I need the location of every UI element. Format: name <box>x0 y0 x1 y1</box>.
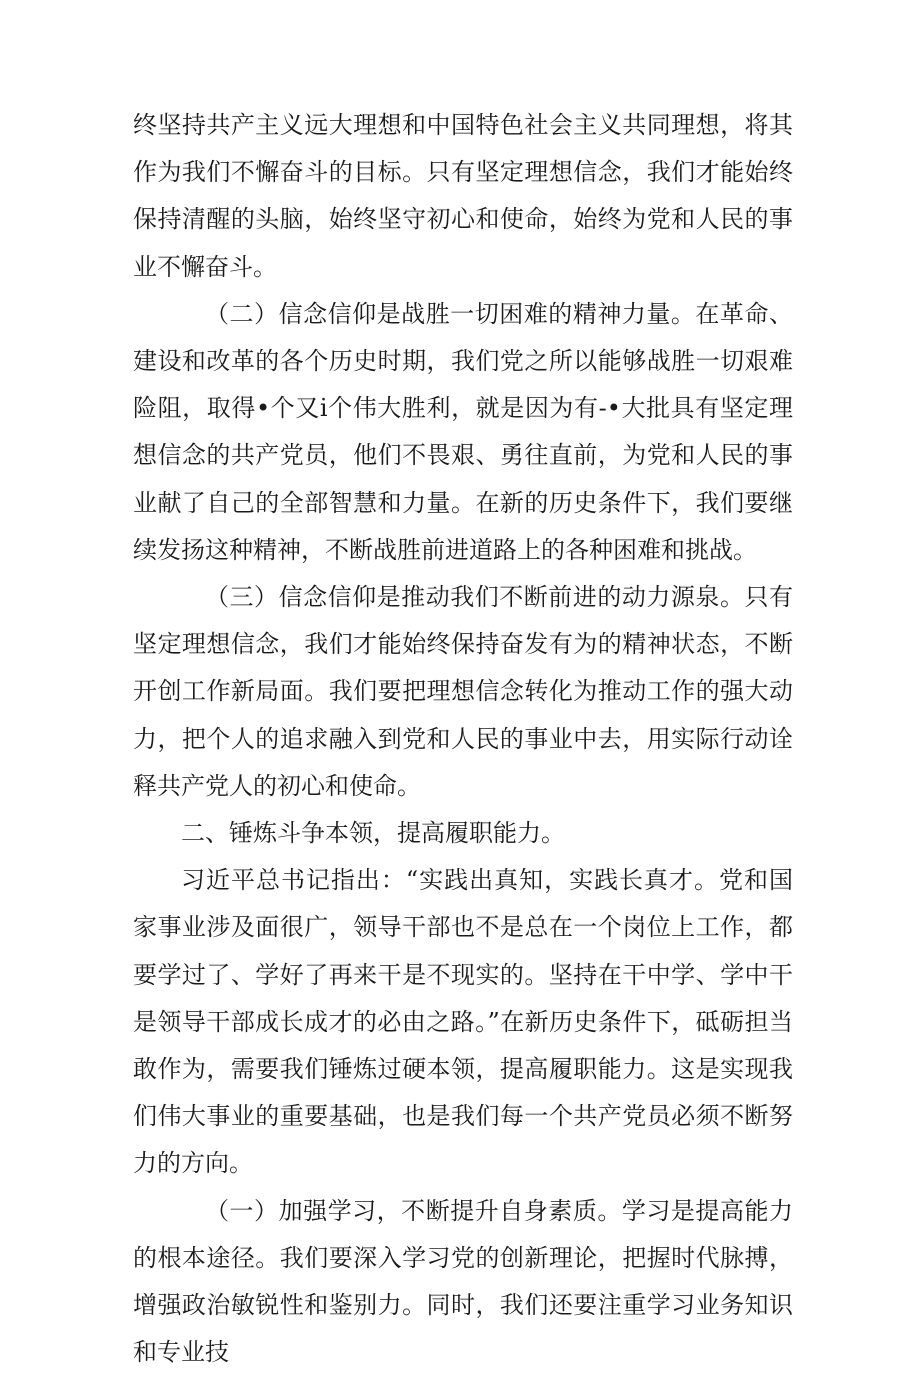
document-page <box>133 102 793 1376</box>
heading-part-two: 二、锤炼斗争本领，提高履职能力。 <box>181 819 565 848</box>
paragraph-section-3: （三）信念信仰是推动我们不断前进的动力源泉。只有坚定理想信念，我们才能始终保持奋发有为的精神状态，不断开创工作新局面。我们要把理想信念转化为推动工作的强大动力，把个人的追求融入到党和人民的事业中去，用实际行动诠释共产党人的初心和使命。 <box>133 583 793 800</box>
paragraph-quote: 习近平总书记指出：“实践出真知，实践长真才。党和国家事业涉及面很广，领导干部也不是总在一个岗位上工作，都要学过了、学好了再来干是不现实的。坚持在干中学、学中干是领导干部成长成才的必由之路。”在新历史条件下，砥砺担当敢作为，需要我们锤炼过硬本领，提高履职能力。这是实现我们伟大事业的重要基础，也是我们每一个共产党员必须不断努力的方向。 <box>133 866 793 1178</box>
paragraph-continuation: 终坚持共产主义远大理想和中国特色社会主义共同理想，将其作为我们不懈奋斗的目标。只有坚定理想信念，我们才能始终保持清醒的头脑，始终坚守初心和使命，始终为党和人民的事业不懈奋斗。 <box>133 111 793 281</box>
paragraph-section-2: （二）信念信仰是战胜一切困难的精神力量。在革命、建设和改革的各个历史时期，我们党之所以能够战胜一切艰难险阻，取得•个又i个伟大胜利，就是因为有-•大批具有坚定理想信念的共产党员，他们不畏艰、勇往直前，为党和人民的事业献了自己的全部智慧和力量。在新的历史条件下，我们要继续发扬这种精神，不断战胜前进道路上的各种困难和挑战。 <box>133 299 793 564</box>
paragraph-subsection-1: （一）加强学习，不断提升自身素质。学习是提高能力的根本途径。我们要深入学习党的创新理论，把握时代脉搏，增强政治敏锐性和鉴别力。同时，我们还要注重学习业务知识和专业技 <box>133 1196 793 1367</box>
